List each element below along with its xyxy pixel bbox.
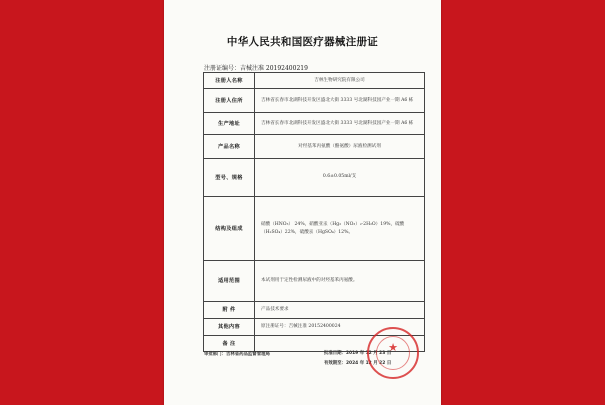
table-row [204,135,425,158]
row-value: 0.6±0.05ml/支 [255,158,425,196]
row-label: 型号、规格 [204,158,255,196]
row-label: 注册人住所 [204,89,255,113]
row-label: 备 注 [204,335,255,351]
official-seal-icon [367,327,419,379]
row-label: 生产地址 [204,113,255,135]
certificate-table [203,72,425,352]
approval-date: 批准日期：2019 年 12 月 23 日 [324,351,392,356]
row-label: 注册人名称 [204,73,255,89]
row-value: 本试剂用于定性检测尿液中的对羟基苯丙氨酸。 [255,261,425,301]
row-label: 产品名称 [204,135,255,158]
table-row [204,89,425,113]
valid-until-date: 有效期至：2024 年 12 月 22 日 [324,361,392,366]
row-value: 对羟基苯丙氨酸（酪氨酸）尿液检测试剂 [255,135,425,158]
table-row [204,196,425,260]
table-row [204,301,425,318]
row-value: 吉林省长春市北湖科技开发区盛北大街 3333 号北湖科技园产业一期 A6 栋 [255,113,425,135]
seal-star-icon: ★ [388,341,398,354]
table-row [204,261,425,301]
row-label: 适用范围 [204,261,255,301]
row-label: 附 件 [204,301,255,318]
row-value: 吉林生物研究院有限公司 [255,73,425,89]
row-value: 原注册证号：吉械注准 20152400024 [255,318,425,335]
table-row [204,158,425,196]
issuing-authority: 审批部门：吉林省药品监督管理局 [204,352,270,357]
row-value: 硝酸（HNO₃） 24%，硝酸亚汞（Hg₂（NO₃）₂·2H₂O）19%，硫酸（H₂SO₄）22%，硫酸汞（HgSO₄）12%。 [255,196,425,260]
row-value: 吉林省长春市北湖科技开发区盛北大街 3333 号北湖科技园产业一期 A6 栋 [255,89,425,113]
table-row [204,113,425,135]
registration-number: 注册证编号：吉械注准 20192400219 [204,65,308,72]
row-label: 其他内容 [204,318,255,335]
certificate-title: 中华人民共和国医疗器械注册证 [226,36,379,48]
row-value: 产品技术要求 [255,301,425,318]
row-label: 结构及组成 [204,196,255,260]
certificate-document [164,0,441,405]
table-row [204,73,425,89]
